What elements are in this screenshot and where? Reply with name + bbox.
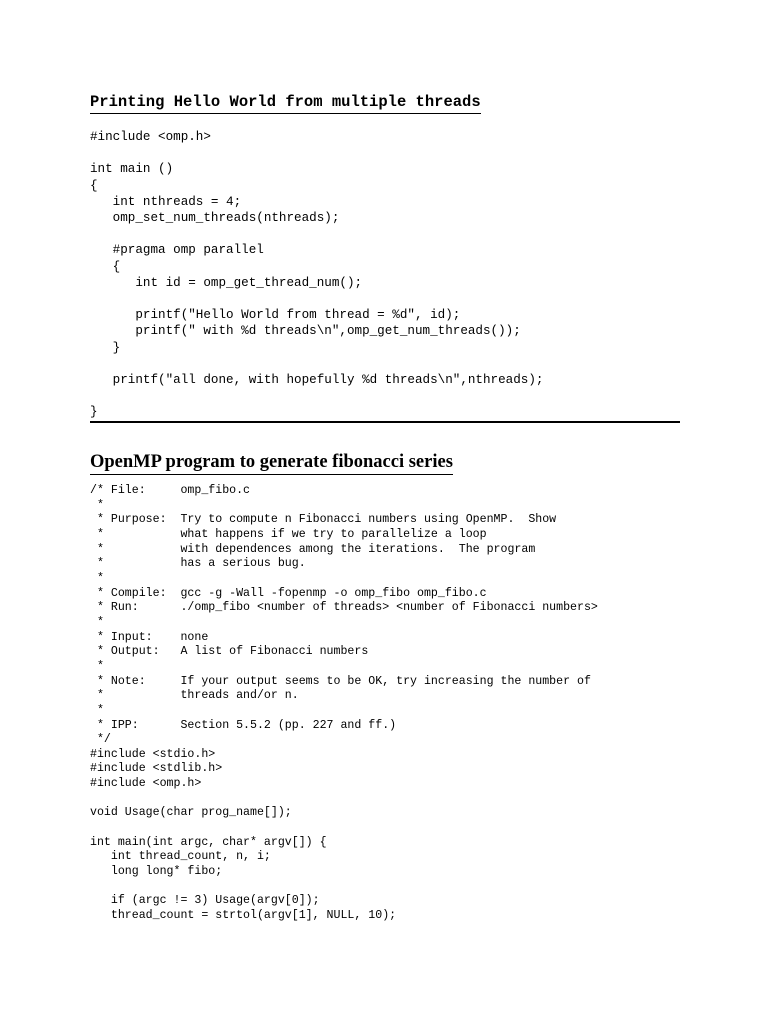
section-divider (90, 421, 680, 423)
section-hello-title: Printing Hello World from multiple threads (90, 92, 481, 114)
hello-world-code-block: #include <omp.h> int main () { int nthreads = 4; omp_set_num_threads(nthreads); #pragma omp parallel { int id = omp_get_thread_num(); printf("Hello World from thread = %d", id); printf(" with %d threads\n",omp_get_num_threads()); } printf("all done, with hopefully %d threads\n",nthreads); } (90, 130, 544, 420)
section-fibonacci-title: OpenMP program to generate fibonacci series (90, 451, 453, 475)
fibonacci-code-block: /* File: omp_fibo.c * * Purpose: Try to compute n Fibonacci numbers using OpenMP. Show * what happens if we try to parallelize a loop * with dependences among the iterations. The program * has a serious bug. * * Compile: gcc -g -Wall -fopenmp -o omp_fibo omp_fibo.c * Run: ./omp_fibo <number of threads> <number of Fibonacci numbers> * * Input: none * Output: A list of Fibonacci numbers * * Note: If your output seems to be OK, try increasing the number of * threads and/or n. * * IPP: Section 5.5.2 (pp. 227 and ff.) */ #include <stdio.h> #include <stdlib.h> #include <omp.h> void Usage(char prog_name[]); int main(int argc, char* argv[]) { int thread_count, n, i; long long* fibo; if (argc != 3) Usage(argv[0]); thread_count = strtol(argv[1], NULL, 10); (90, 484, 598, 923)
